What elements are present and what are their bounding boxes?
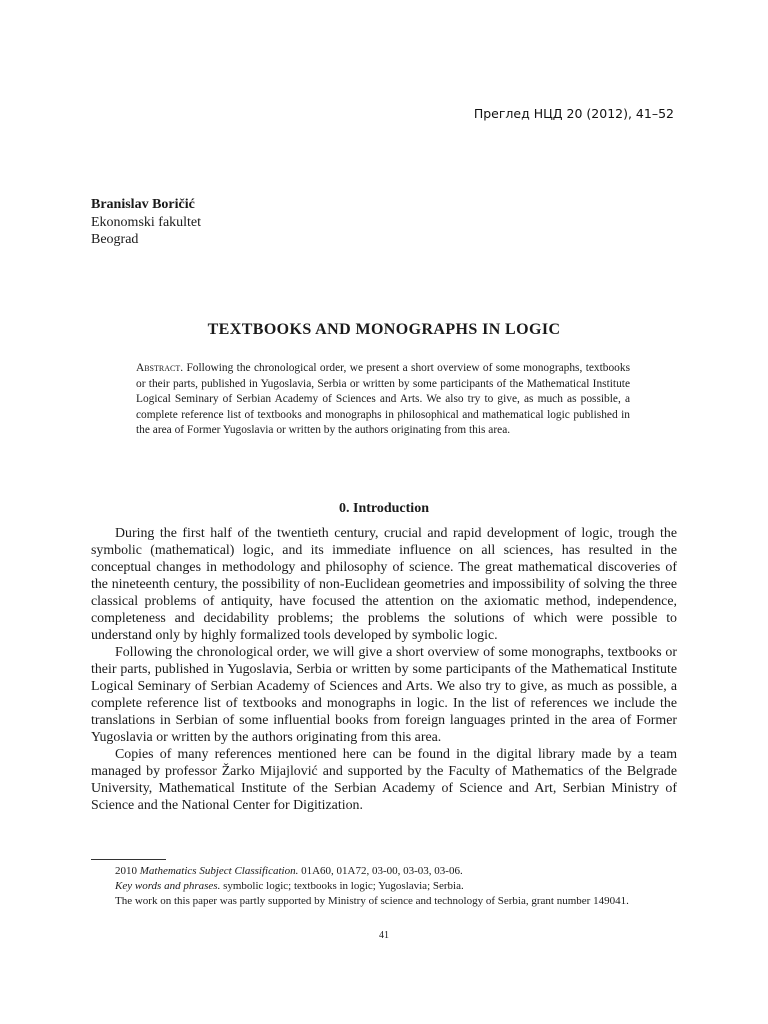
author-name: Branislav Boričić bbox=[91, 197, 195, 212]
msc-label: Mathematics Subject Classification. bbox=[139, 865, 299, 877]
footnote-funding: The work on this paper was partly supported by Ministry of science and technology of Serbia, grant number 149041. bbox=[115, 895, 629, 907]
msc-codes: 01A60, 01A72, 03-00, 03-03, 03-06. bbox=[301, 865, 463, 877]
footnote-rule bbox=[91, 859, 166, 860]
author-affiliation: Ekonomski fakultet bbox=[91, 214, 202, 230]
introduction-body bbox=[91, 525, 677, 814]
paper-title: TEXTBOOKS AND MONOGRAPHS IN LOGIC bbox=[207, 321, 561, 338]
keywords-label: Key words and phrases. bbox=[115, 880, 221, 892]
paragraph: Following the chronological order, we will give a short overview of some monographs, textbooks or their parts, published in Yugoslavia, Serbia or written by some participants of the Mathematical Institute Logical Seminary of Serbian Academy of Sciences and Arts. We also try to give, as much as possible, a complete reference list of textbooks and monographs in logic. In the list of references we include the translations in Serbian of some influential books from foreign languages printed in the area of Former Yugoslavia or written by the authors originating from this area. bbox=[91, 645, 677, 745]
footnote-msc bbox=[91, 864, 677, 879]
msc-year: 2010 bbox=[115, 865, 137, 877]
keywords-text: symbolic logic; textbooks in logic; Yugoslavia; Serbia. bbox=[223, 880, 464, 892]
paragraph: During the first half of the twentieth century, crucial and rapid development of logic, trough the symbolic (mathematical) logic, and its immediate influence on all sciences, has resulted in the conceptual changes in methodology and philosophy of science. The great mathematical discoveries of the nineteenth century, the possibility of non-Euclidean geometries and impossibility of solving the three classical problems of antiquity, have focused the attention on the axiomatic method, independence, completeness and decidability problems; the problems the solutions of which were possible to understand only by highly formalized tools developed by symbolic logic. bbox=[91, 526, 677, 643]
section-heading: 0. Introduction bbox=[339, 501, 429, 516]
author-city: Beograd bbox=[91, 232, 139, 247]
journal-reference: Преглед НЦД 20 (2012), 41–52 bbox=[473, 106, 674, 121]
author-block bbox=[91, 196, 201, 249]
footnote-keywords bbox=[91, 879, 677, 894]
page-number: 41 bbox=[379, 930, 389, 941]
footnotes bbox=[91, 864, 677, 909]
abstract-label: Abstract. bbox=[136, 362, 184, 374]
paragraph: Copies of many references mentioned here can be found in the digital library made by a team managed by professor Žarko Mijajlović and supported by the Faculty of Mathematics of the Belgrade University, Mathematical Institute of the Serbian Academy of Science and Art, Serbian Ministry of Science and the National Center for Digitization. bbox=[91, 747, 677, 813]
abstract-text: Following the chronological order, we present a short overview of some monographs, textbooks or their parts, published in Yugoslavia, Serbia or written by some participants of the Mathematical Institute Logical Seminary of Serbian Academy of Sciences and Arts. We also try to give, as much as possible, a complete reference list of textbooks and monographs in philosophical and mathematical logic published in the area of Former Yugoslavia or written by the authors originating from this area. bbox=[136, 362, 630, 436]
abstract bbox=[136, 361, 630, 439]
